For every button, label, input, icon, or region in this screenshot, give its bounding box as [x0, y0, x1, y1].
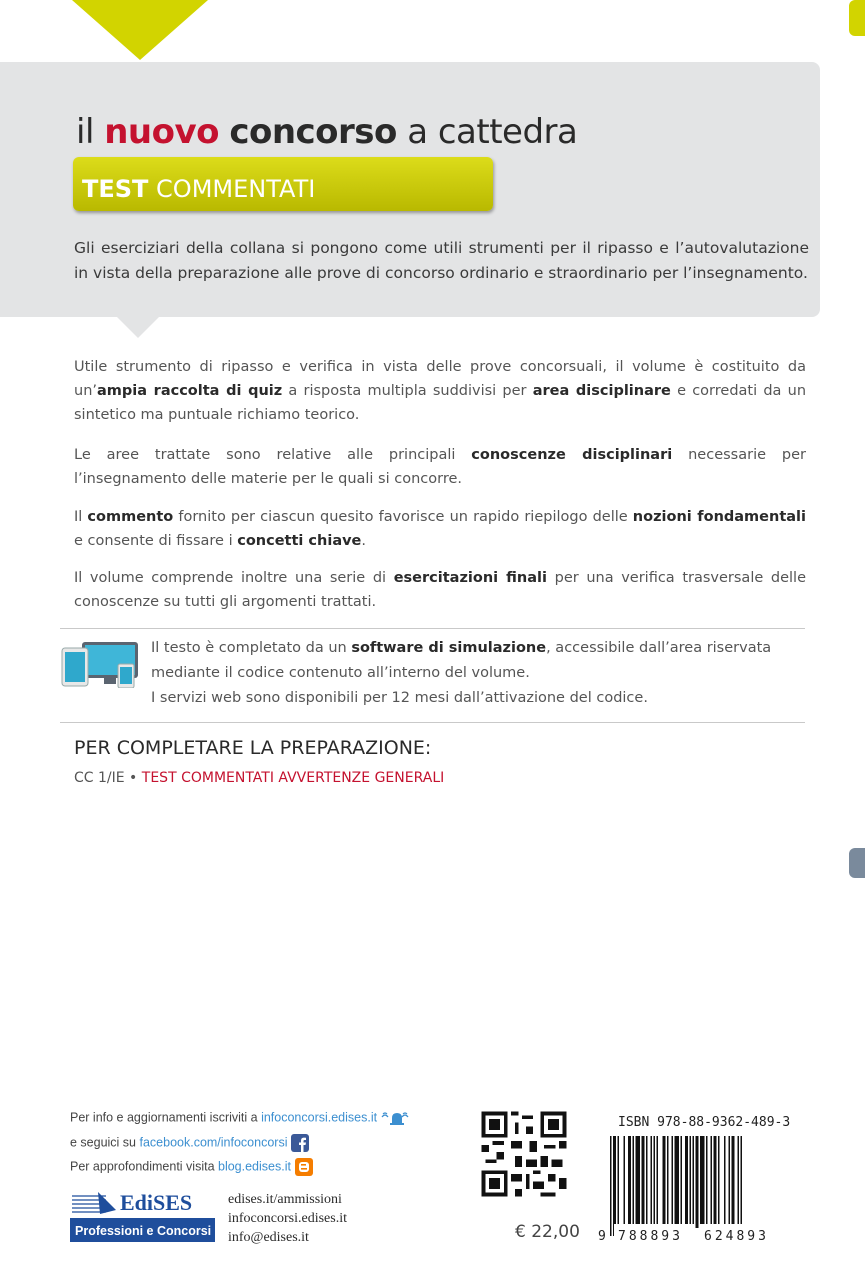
barcode-bar	[732, 1136, 735, 1228]
barcode-bar	[724, 1136, 726, 1228]
paragraph-4: Il volume comprende inoltre una serie di esercitazioni finali per una verifica trasversale delle conoscenze su tutti gli argomenti trattati.	[74, 570, 806, 610]
barcode-bar	[651, 1136, 653, 1228]
barcode-bar	[613, 1136, 616, 1236]
complete-heading: PER COMPLETARE LA PREPARAZIONE:	[74, 737, 432, 759]
barcode-bar	[642, 1136, 645, 1228]
barcode-bar	[718, 1136, 720, 1228]
software-line-3: I servizi web sono disponibili per 12 mesi dall’attivazione del codice.	[151, 690, 648, 706]
bell-icon	[381, 1110, 409, 1126]
barcode-bar	[657, 1136, 659, 1228]
barcode-bar	[663, 1136, 666, 1228]
software-line-2: mediante il codice contenuto all’interno del volume.	[151, 665, 530, 681]
blog-link[interactable]: blog.edises.it	[218, 1159, 291, 1174]
site-ammissioni[interactable]: edises.it/ammissioni	[228, 1192, 342, 1207]
logo-tagline: Professioni e Concorsi	[75, 1224, 212, 1238]
series-intro: Gli eserciziari della collana si pongono come utili strumenti per il ripasso e l’autovalutazione in vista della preparazione alle prove di concorso ordinario e straordinario per l’insegnamento.	[74, 239, 809, 282]
site-infoconcorsi[interactable]: infoconcorsi.edises.it	[228, 1211, 347, 1226]
logo-name: EdiSES	[120, 1190, 193, 1215]
barcode-bar	[618, 1136, 620, 1228]
top-yellow-triangle	[72, 0, 208, 60]
blogger-icon[interactable]	[295, 1158, 313, 1176]
isbn-label: ISBN 978-88-9362-489-3	[618, 1115, 791, 1130]
software-line-1: Il testo è completato da un software di simulazione, accessibile dall’area riservata	[151, 640, 772, 656]
grey-edge-tab	[849, 848, 865, 878]
site-email[interactable]: info@edises.it	[228, 1230, 309, 1245]
panel-notch	[116, 316, 160, 338]
divider-bottom	[60, 722, 805, 723]
barcode	[596, 1136, 790, 1244]
contact-sites	[228, 1190, 347, 1247]
barcode-bar	[654, 1136, 656, 1228]
info-line-1: Per info e aggiornamenti iscriviti a infoconcorsi.edises.it	[70, 1110, 409, 1126]
related-title: CC 1/IE • TEST COMMENTATI AVVERTENZE GENERALI	[74, 770, 445, 786]
barcode-bar	[693, 1136, 695, 1228]
facebook-icon[interactable]	[291, 1134, 309, 1152]
barcode-bar	[624, 1136, 626, 1228]
barcode-bar	[667, 1136, 669, 1228]
software-note	[151, 636, 811, 711]
barcode-bar	[628, 1136, 631, 1228]
barcode-bar	[610, 1136, 612, 1236]
badge-label: TEST COMMENTATI	[82, 175, 316, 203]
barcode-bar	[696, 1136, 699, 1228]
paragraph-1: Utile strumento di ripasso e verifica in vista delle prove concorsuali, il volume è costituito da un’ampia raccolta di quiz a risposta multipla suddivisi per area disciplinare e corredati da un sintetico ma puntuale richiamo teorico.	[74, 359, 807, 423]
barcode-bar	[711, 1136, 713, 1228]
price: € 22,00	[515, 1222, 580, 1242]
info-line-3: Per approfondimenti visita blog.edises.it	[70, 1158, 313, 1176]
facebook-link[interactable]: facebook.com/infoconcorsi	[139, 1135, 288, 1150]
infoconcorsi-link[interactable]: infoconcorsi.edises.it	[261, 1110, 378, 1125]
barcode-right-digits: 624893	[704, 1229, 769, 1244]
barcode-bar	[636, 1136, 641, 1228]
yellow-edge-tab	[849, 0, 865, 36]
barcode-bar	[646, 1136, 648, 1228]
barcode-bar	[714, 1136, 717, 1228]
barcode-bar	[741, 1136, 743, 1236]
series-highlight: nuovo	[104, 112, 219, 152]
paragraph-3: Il commento fornito per ciascun quesito favorisce un rapido riepilogo delle nozioni fondamentali e consente di fissare i concetti chiave.	[74, 509, 806, 549]
paragraph-2: Le aree trattate sono relative alle principali conoscenze disciplinari necessarie per l’insegnamento delle materie per le quali si concorre.	[74, 447, 806, 487]
barcode-bar	[690, 1136, 692, 1228]
barcode-bar	[729, 1136, 731, 1228]
barcode-bar	[700, 1136, 705, 1228]
divider-top	[60, 628, 805, 629]
series-title: il nuovo concorso a cattedra	[76, 112, 578, 152]
info-line-2: e seguici su facebook.com/infoconcorsi	[70, 1134, 309, 1152]
barcode-bars	[610, 1136, 742, 1236]
edises-logo	[70, 1188, 215, 1242]
barcode-left-digits: 788893	[618, 1229, 683, 1244]
barcode-first-digit: 9	[598, 1229, 606, 1244]
barcode-bar	[672, 1136, 674, 1228]
devices-icon	[60, 640, 140, 688]
qr-code[interactable]	[478, 1108, 570, 1200]
barcode-bar	[738, 1136, 740, 1228]
barcode-bar	[685, 1136, 688, 1228]
barcode-bar	[706, 1136, 708, 1228]
barcode-bar	[633, 1136, 635, 1228]
barcode-bar	[675, 1136, 680, 1236]
barcode-bar	[681, 1136, 683, 1236]
